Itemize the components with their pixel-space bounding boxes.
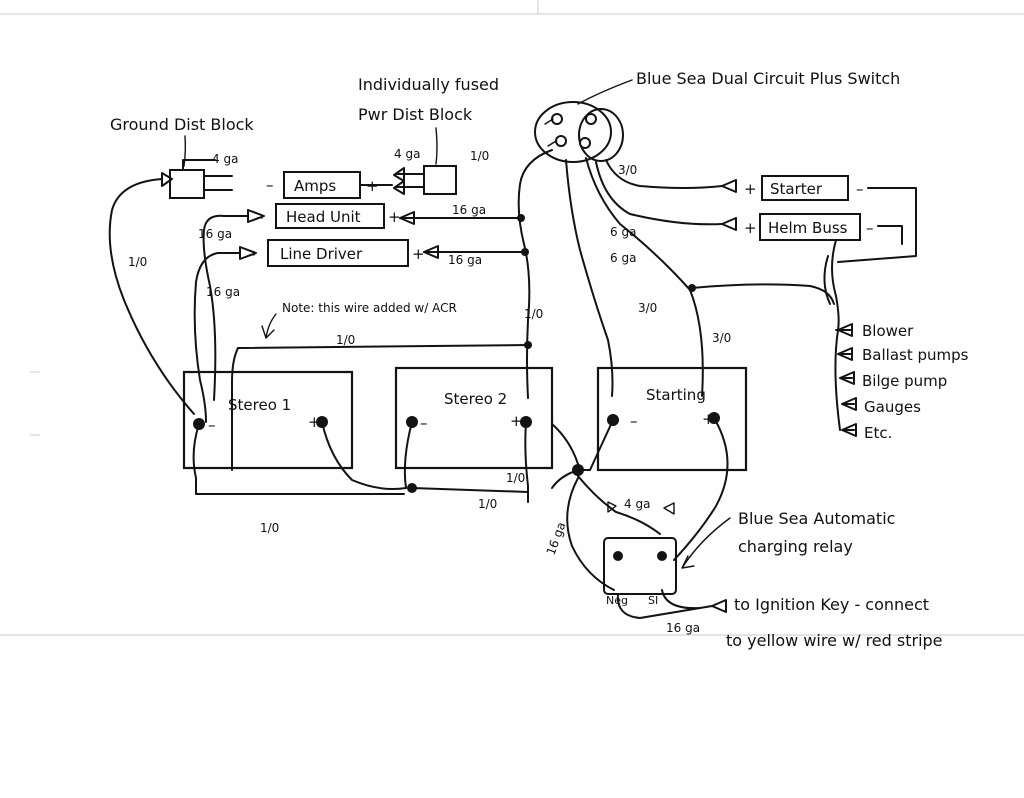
gauge-1-0-acr-note: 1/0 [336,333,356,347]
starter-label: Starter [770,180,823,198]
neg-bus-run [412,488,528,492]
acr-label-2: charging relay [738,537,853,556]
acr-neg-label: Neg [606,594,628,607]
acr-terminal-neg [613,551,623,561]
gauge-16ga-ground-head: 16 ga [198,227,233,241]
acr-label-1: Blue Sea Automatic [738,509,896,528]
pwr-dist-block-label-2: Pwr Dist Block [358,105,473,124]
line-driver-plus: + [412,245,425,263]
ignition-si-run [662,590,712,608]
load-arrow-3 [840,372,854,384]
gauge-16ga-ignition: 16 ga [666,621,701,635]
switch-terminal-3 [556,136,566,146]
neg-bus-bottom-left [194,424,404,494]
acr-added-wire [238,345,528,348]
junction-starting-neg [572,464,584,476]
gauge-4ga-acr: 4 ga [624,497,651,511]
helm-buss-neg-run [878,226,902,244]
ground-dist-block-box [170,170,204,198]
starter-neg-run [838,188,916,262]
junction-head-unit [517,214,525,222]
acr-terminal-si [657,551,667,561]
pwr-dist-block [394,166,456,194]
stereo2-to-starting [552,424,578,464]
acr-to-starting-pos [674,418,728,560]
amps-component [266,172,392,198]
junction-line-driver [521,248,529,256]
helm-buss-arrow [722,218,736,230]
head-unit-minus: – [256,208,264,226]
gauge-6ga-a: 6 ga [610,225,637,239]
head-unit-label: Head Unit [286,208,361,226]
switch-wire-helm [596,162,722,224]
ignition-neg-run [618,594,700,618]
pwr-dist-block-label-1: Individually fused [358,75,500,94]
acr-box [604,538,676,594]
load-arrow-2 [838,348,852,360]
gauge-4ga-amps: 4 ga [394,147,421,161]
ignition-label-2: to yellow wire w/ red stripe [726,631,943,650]
gauge-16ga-acr: 16 ga [543,520,569,558]
stereo1-plus: + [308,413,321,431]
stereo2-pos-down [525,422,528,502]
head-unit-plus: + [388,208,401,226]
gauge-6ga-b: 6 ga [610,251,637,265]
gauge-16ga-line: 16 ga [448,253,483,267]
switch-terminal-2 [586,114,596,124]
ignition-label-1: to Ignition Key - connect [734,595,930,614]
switch-label: Blue Sea Dual Circuit Plus Switch [636,69,901,88]
loads-group [835,322,968,442]
gauge-1-0-stereo-top: 1/0 [524,307,544,321]
load-arrow-4 [842,398,856,410]
head-unit-component [224,203,520,228]
pwr-dist-block-box [424,166,456,194]
stereo1-label: Stereo 1 [228,396,292,414]
stereo1-pos-to-bus [322,422,406,489]
starting-box [598,368,746,470]
switch-leader [578,80,632,104]
load-label-ballast: Ballast pumps [862,346,969,364]
stereo2-neg-down [405,422,412,488]
ground-dist-block-leader [184,136,185,166]
acr-note-arrow [262,314,276,338]
right-bus-link [692,284,834,304]
starter-minus: – [856,180,864,198]
ground-block-top-lead [183,160,215,170]
load-label-gauges: Gauges [864,398,921,416]
gauge-1-0-pwr: 1/0 [470,149,490,163]
right-bus-down [832,240,839,330]
gauge-1-0-ground: 1/0 [128,255,148,269]
amps-minus: – [266,176,274,194]
stereo2-minus: – [420,414,428,432]
helm-buss-minus: – [866,219,874,237]
starting-minus: – [630,412,638,430]
starting-neg-down [578,420,613,470]
amps-plus: + [366,177,379,195]
load-label-etc: Etc. [864,424,893,442]
helm-buss-label: Helm Buss [768,219,848,237]
pwr-dist-block-leader [436,128,437,164]
line-driver-component [218,240,524,267]
stereo2-battery [396,368,552,468]
gauge-1-0-bottom-mid: 1/0 [478,497,498,511]
switch-wire-left [519,150,552,398]
acr-gauge-arrow-right [664,503,674,514]
acr-si-label: SI [648,594,659,607]
gauge-1-0-bottom-left: 1/0 [260,521,280,535]
gauge-16ga-ground-line: 16 ga [206,285,241,299]
stereo2-plus: + [510,412,523,430]
stereo1-minus: – [208,416,216,434]
switch-terminal-4 [580,138,590,148]
switch-lead-2 [548,141,556,146]
gauge-3-0-mid: 3/0 [638,301,658,315]
gauge-16ga-head: 16 ga [452,203,487,217]
ground-dist-block-label: Ground Dist Block [110,115,254,134]
dual-circuit-switch [535,102,623,162]
starter-arrow [722,180,736,192]
acr-neg-wire [567,478,614,590]
load-label-blower: Blower [862,322,914,340]
ignition-arrow [712,600,726,612]
line-driver-label: Line Driver [280,245,363,263]
stereo2-label: Stereo 2 [444,390,508,408]
stereo1-battery [184,372,352,468]
starter-plus: + [744,180,757,198]
load-arrow-5 [842,424,856,436]
helm-buss-component [722,214,902,244]
gauge-1-0-center: 1/0 [506,471,526,485]
line-driver-minus: – [248,245,256,263]
switch-wire-right [586,158,703,396]
gauge-3-0-right: 3/0 [712,331,732,345]
acr-note-text: Note: this wire added w/ ACR [282,301,457,315]
starting-plus: + [702,410,715,428]
starting-battery [598,368,746,470]
load-label-bilge: Bilge pump [862,372,948,390]
gauge-3-0-starter: 3/0 [618,163,638,177]
main-ground-run [110,179,194,414]
helm-buss-plus: + [744,219,757,237]
switch-wire-mid [566,160,613,396]
gauge-4ga-ground: 4 ga [212,152,239,166]
starting-label: Starting [646,386,706,404]
load-bus-vertical [835,330,840,430]
amps-label: Amps [294,177,337,195]
